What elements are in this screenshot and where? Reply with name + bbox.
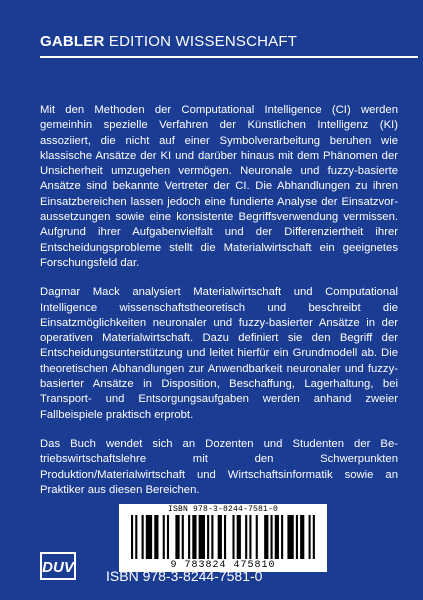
back-cover-blurb — [40, 103, 398, 512]
blurb-paragraph-1: Mit den Methoden der Computational Intelligence (CI) werden gemeinhin spezielle Verfahren der Künstlichen Intelligenz (KI) assoziiert, die nicht auf einer Symbolverarbeitung beruhen wie klassische Ansätze der KI und darüber hinaus mit dem Phänomen der Unsicherheit umzugehen vermögen. Neuronale und fuzzy-basierte Ansätze sind bekannte Vertreter der CI. Die Abhandlungen zu ihren Einsatzbereichen lassen jedoch eine fundierte Analyse der Einsatzvoraussetzungen sowie eine konsistente Begriffsverwendung vermissen. Aufgrund ihrer Aufgabenvielfalt und der Differenziertheit ihrer Entscheidungsprobleme stellt die Materialwirtschaft ein geeignetes Forschungsfeld dar. — [40, 104, 398, 269]
blurb-paragraph-2: Dagmar Mack analysiert Materialwirtschaft und Computational Intelligence wissenschaftstheoretisch und beschreibt die Einsatzmöglichkeiten neuronaler und fuzzy-basierter Ansätze in der operativen Materialwirtschaft. Dazu definiert sie den Begriff der Entscheidungsunterstützung und leitet hierfür ein Grundmodell ab. Die theoretischen Abhandlungen zur Anwendbarkeit neuronaler und fuzzy-basierter Ansätze in Disposition, Beschaffung, Lagerhaltung, bei Transport- und Entsorgungsaufgaben werden anhand zweier Fallbeispiele praktisch erprobt. — [40, 286, 398, 421]
duv-logo-icon — [40, 552, 76, 580]
ean-digits: 9 783824 475810 — [170, 560, 276, 571]
barcode-isbn-text: ISBN 978-3-8244-7581-0 — [167, 505, 279, 514]
series-name: EDITION WISSENSCHAFT — [108, 33, 298, 50]
blurb-paragraph-3: Das Buch wendet sich an Dozenten und Studenten der Betriebswirtschaftslehre mit den Schwerpunkten Produktion/Materialwirtschaft und Wirtschaftsinformatik sowie an Praktiker aus diesen Bereichen. — [40, 437, 398, 496]
barcode-label — [119, 504, 327, 572]
svg-text:DUV: DUV — [42, 559, 74, 576]
barcode-icon — [131, 515, 317, 559]
isbn-number: ISBN 978-3-8244-7581-0 — [106, 568, 263, 584]
publisher-brand: GABLER — [40, 33, 105, 50]
header-rule — [40, 56, 418, 58]
series-title — [40, 33, 297, 50]
